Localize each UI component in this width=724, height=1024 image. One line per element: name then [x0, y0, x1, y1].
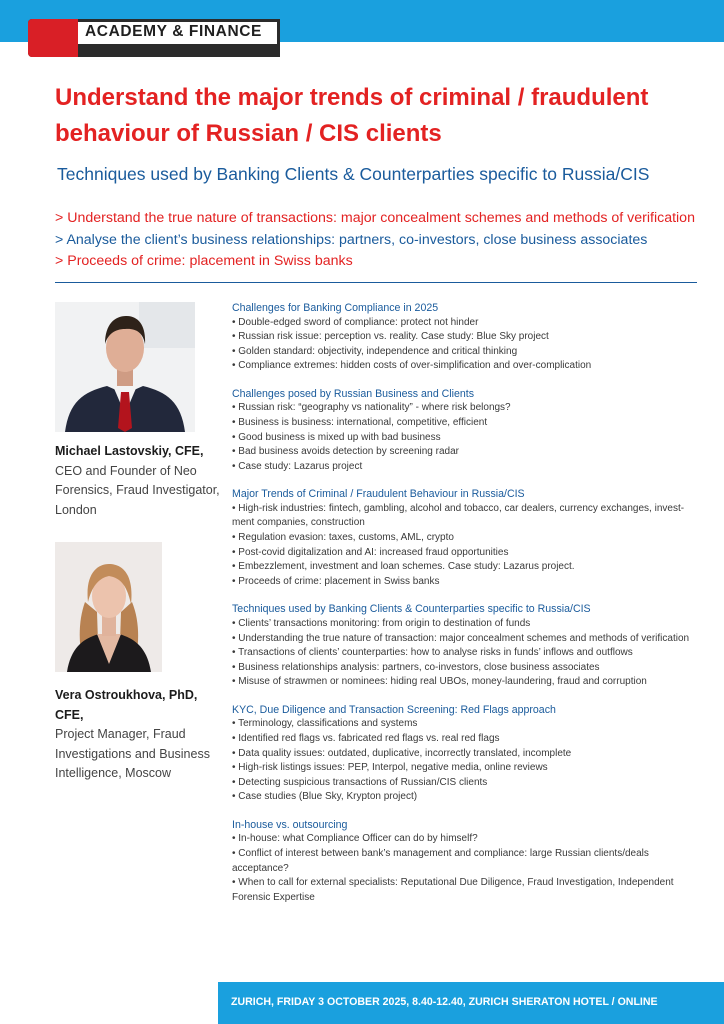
section-title: Major Trends of Criminal / Fraudulent Behaviour in Russia/CIS — [232, 488, 525, 501]
agenda-section — [232, 387, 702, 474]
speaker-info-michael — [55, 442, 225, 520]
section-item: • Case study: Lazarus project — [232, 460, 363, 472]
section-item: • Misuse of strawmen or nominees: hiding real UBOs, money-laundering, fraud and corruption — [232, 676, 647, 688]
speaker-info-vera — [55, 686, 225, 784]
section-item: • Transactions of clients’ counterparties: how to analyse risks in funds’ inflows and outflows — [232, 647, 633, 659]
section-item: • Business relationships analysis: partners, co-investors, close business associates — [232, 661, 600, 673]
page-title — [55, 80, 695, 152]
section-item: • Post-covid digitalization and AI: increased fraud opportunities — [232, 546, 509, 558]
section-item: • Conflict of interest between bank’s management and compliance: large Russian clients/deals acceptance? — [232, 848, 649, 874]
agenda-section — [232, 487, 702, 589]
speaker-name: Vera Ostroukhova, PhD, CFE, — [55, 688, 198, 722]
speaker-role-line: Project Manager, Fraud — [55, 727, 186, 741]
section-item: • Clients’ transactions monitoring: from origin to destination of funds — [232, 617, 531, 629]
section-item: • Business is business: international, competitive, efficient — [232, 416, 488, 428]
section-item: • Russian risk: “geography vs nationality” - where risk belongs? — [232, 402, 511, 414]
section-item: • Russian risk issue: perception vs. reality. Case study: Blue Sky project — [232, 331, 549, 343]
section-item: • Embezzlement, investment and loan schemes. Case study: Lazarus project. — [232, 561, 575, 573]
key-point: > Understand the true nature of transactions: major concealment schemes and methods of verification — [55, 210, 695, 226]
speaker-photo-vera — [55, 542, 162, 672]
section-item: • Terminology, classifications and systems — [232, 718, 418, 730]
agenda-section — [232, 602, 702, 689]
section-item: • When to call for external specialists: Reputational Due Diligence, Fraud Investigation, Independent — [232, 877, 674, 889]
section-title: In-house vs. outsourcing — [232, 818, 348, 831]
section-item: ment companies, construction — [232, 517, 365, 529]
speaker-photo-michael — [55, 302, 195, 432]
academy-finance-logo — [28, 19, 280, 57]
section-item: • In-house: what Compliance Officer can do by himself? — [232, 833, 478, 845]
logo-red-block — [28, 19, 78, 57]
section-item: • High-risk listings issues: PEP, Interpol, negative media, online reviews — [232, 762, 548, 774]
agenda — [232, 301, 702, 918]
agenda-section — [232, 818, 702, 905]
speaker-role-line: Investigations and Business — [55, 746, 210, 761]
section-item: • Double-edged sword of compliance: protect not hinder — [232, 316, 479, 328]
speaker-role-line: Intelligence, Moscow — [55, 766, 172, 780]
speaker-role-line: Forensics, Fraud Investigator, — [55, 483, 220, 497]
section-item: • Golden standard: objectivity, independence and critical thinking — [232, 345, 518, 357]
section-title: Challenges for Banking Compliance in 2025 — [232, 302, 439, 314]
section-item: • Bad business avoids detection by screening radar — [232, 446, 459, 458]
section-item: • Good business is mixed up with bad business — [232, 431, 441, 443]
section-title: Techniques used by Banking Clients & Counterparties specific to Russia/CIS — [232, 603, 591, 616]
speaker-role-line: London — [55, 502, 97, 517]
divider — [55, 282, 697, 283]
section-item: • Regulation evasion: taxes, customs, AML, crypto — [232, 532, 454, 544]
section-item: • Data quality issues: outdated, duplicative, incorrectly translated, incomplete — [232, 747, 572, 759]
section-title: Challenges posed by Russian Business and Clients — [232, 387, 475, 400]
agenda-section — [232, 703, 702, 805]
speaker-role-line: CEO and Founder of Neo — [55, 463, 197, 478]
section-item: • Understanding the true nature of transaction: major concealment schemes and methods of verification — [232, 632, 690, 644]
section-item: • Compliance extremes: hidden costs of over-simplification and over-complication — [232, 360, 592, 372]
footer-banner — [218, 982, 724, 1024]
speaker-name: Michael Lastovskiy, CFE, — [55, 444, 204, 458]
key-points — [55, 208, 715, 273]
section-title: KYC, Due Diligence and Transaction Screening: Red Flags approach — [232, 703, 556, 716]
key-point: > Analyse the client’s business relationships: partners, co-investors, close business associates — [55, 231, 648, 248]
section-item: • High-risk industries: fintech, gambling, alcohol and tobacco, car dealers, currency exchanges, invest- — [232, 502, 685, 514]
logo-text: ACADEMY & FINANCE — [85, 23, 262, 40]
subtitle: Techniques used by Banking Clients & Counterparties specific to Russia/CIS — [57, 164, 650, 184]
event-details: ZURICH, FRIDAY 3 OCTOBER 2025, 8.40-12.40, ZURICH SHERATON HOTEL / ONLINE — [231, 996, 658, 1008]
section-item: • Proceeds of crime: placement in Swiss banks — [232, 575, 440, 587]
key-point: > Proceeds of crime: placement in Swiss banks — [55, 253, 353, 269]
section-item: • Case studies (Blue Sky, Krypton project) — [232, 791, 418, 803]
title-line: behaviour of Russian / CIS clients — [55, 120, 442, 147]
section-item: • Identified red flags vs. fabricated red flags vs. real red flags — [232, 732, 500, 744]
title-line: Understand the major trends of criminal / fraudulent — [55, 84, 649, 111]
agenda-section — [232, 301, 702, 374]
section-item: • Detecting suspicious transactions of Russian/CIS clients — [232, 776, 488, 788]
section-item: Forensic Expertise — [232, 891, 315, 903]
